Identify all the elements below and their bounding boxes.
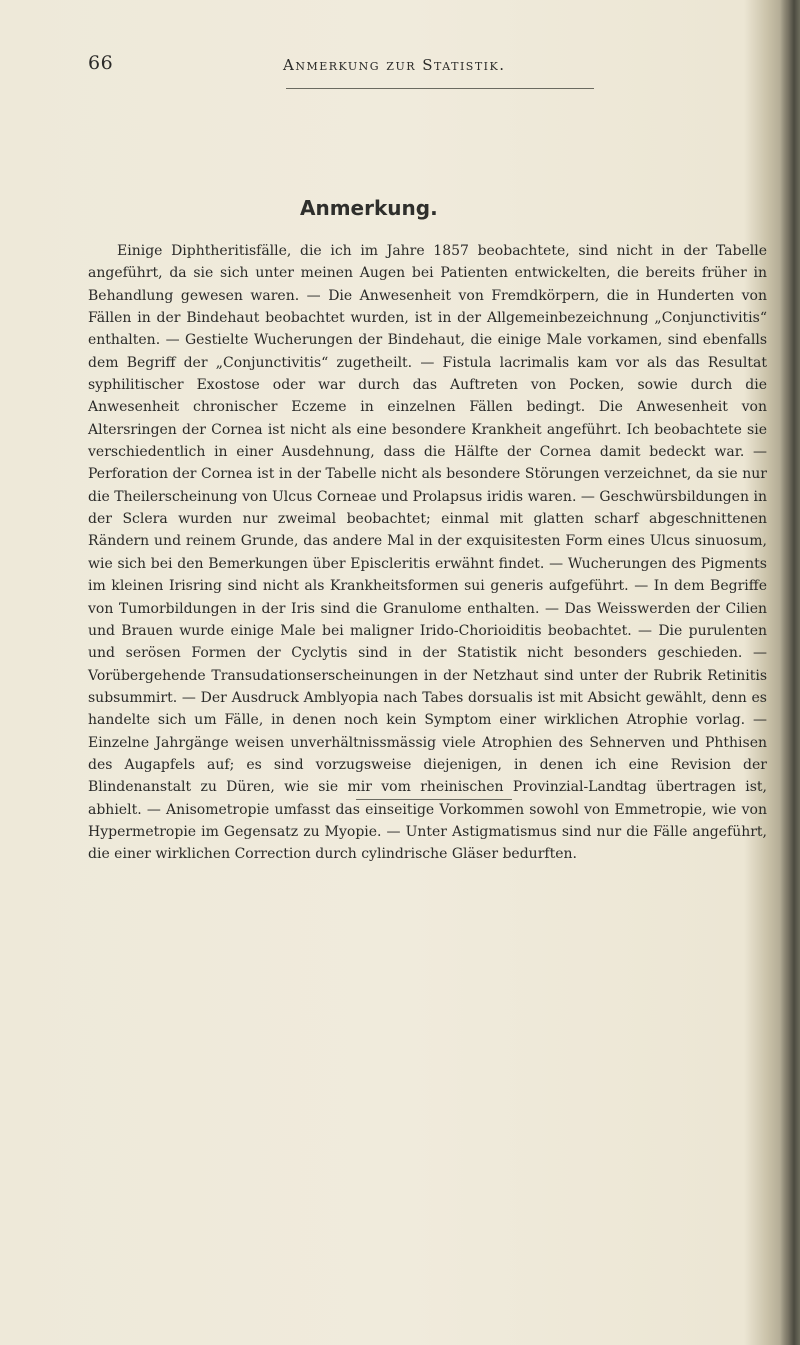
page-number: 66	[88, 52, 114, 74]
section-title: Anmerkung.	[300, 196, 438, 220]
closing-rule	[356, 799, 512, 800]
body-paragraph: Einige Diphtheritisfälle, die ich im Jahre 1857 beobachtete, sind nicht in der Tabelle angeführt, da sie sich unter meinen Augen bei Patienten entwickelten, die bereits früher in Behandlung gewesen waren. — Die Anwesenheit von Fremdkörpern, die in Hunderten von Fällen in der Bindehaut beobachtet wurden, ist in der Allgemeinbezeichnung „Conjunctivitis“ enthalten. — Gestielte Wucherungen der Bindehaut, die einige Male vorkamen, sind ebenfalls dem Begriff der „Conjunctivitis“ zugetheilt. — Fistula lacrimalis kam vor als das Resultat syphilitischer Exostose oder war durch das Auftreten von Pocken, sowie durch die Anwesenheit chronischer Eczeme in einzelnen Fällen bedingt. Die Anwesenheit von Altersringen der Cornea ist nicht als eine besondere Krankheit angeführt. Ich beobachtete sie verschiedentlich in einer Ausdehnung, dass die Hälfte der Cornea damit bedeckt war. — Perforation der Cornea ist in der Tabelle nicht als besondere Störungen verzeichnet, da sie nur die Theilerscheinung von Ulcus Corneae und Prolapsus iridis waren. — Geschwürsbildungen in der Sclera wurden nur zweimal beobachtet; einmal mit glatten scharf abgeschnittenen Rändern und reinem Grunde, das andere Mal in der exquisitesten Form eines Ulcus sinuosum, wie sich bei den Bemerkungen über Episcleritis erwähnt findet. — Wucherungen des Pigments im kleinen Irisring sind nicht als Krankheitsformen sui generis aufgeführt. — In dem Begriffe von Tumorbildungen in der Iris sind die Granulome enthalten. — Das Weisswerden der Cilien und Brauen wurde einige Male bei maligner Irido-Chorioiditis beobachtet. — Die purulenten und serösen Formen der Cyclytis sind in der Statistik nicht besonders geschieden. — Vorübergehende Transudationserscheinungen in der Netzhaut sind unter der Rubrik Retinitis subsummirt. — Der Ausdruck Amblyopia nach Tabes dorsualis ist mit Absicht gewählt, denn es handelte sich um Fälle, in denen noch kein Symptom einer wirklichen Atrophie vorlag. — Einzelne Jahrgänge weisen unverhältnissmässig viele Atrophien des Sehnerven und Phthisen des Augapfels auf; es sind vorzugsweise diejenigen, in denen ich eine Revision der Blindenanstalt zu Düren, wie sie mir vom rheinischen Provinzial-Landtag übertragen ist, abhielt. — Anisometropie umfasst das einseitige Vorkommen sowohl von Emmetropie, wie von Hypermetropie im Gegensatz zu Myopie. — Unter Astigmatismus sind nur die Fälle angeführt, die einer wirklichen Correction durch cylindrische Gläser bedurften.	[88, 243, 767, 863]
page-edge-shadow	[780, 0, 800, 1345]
header-rule	[286, 88, 594, 89]
running-head: Anmerkung zur Statistik.	[283, 56, 506, 74]
